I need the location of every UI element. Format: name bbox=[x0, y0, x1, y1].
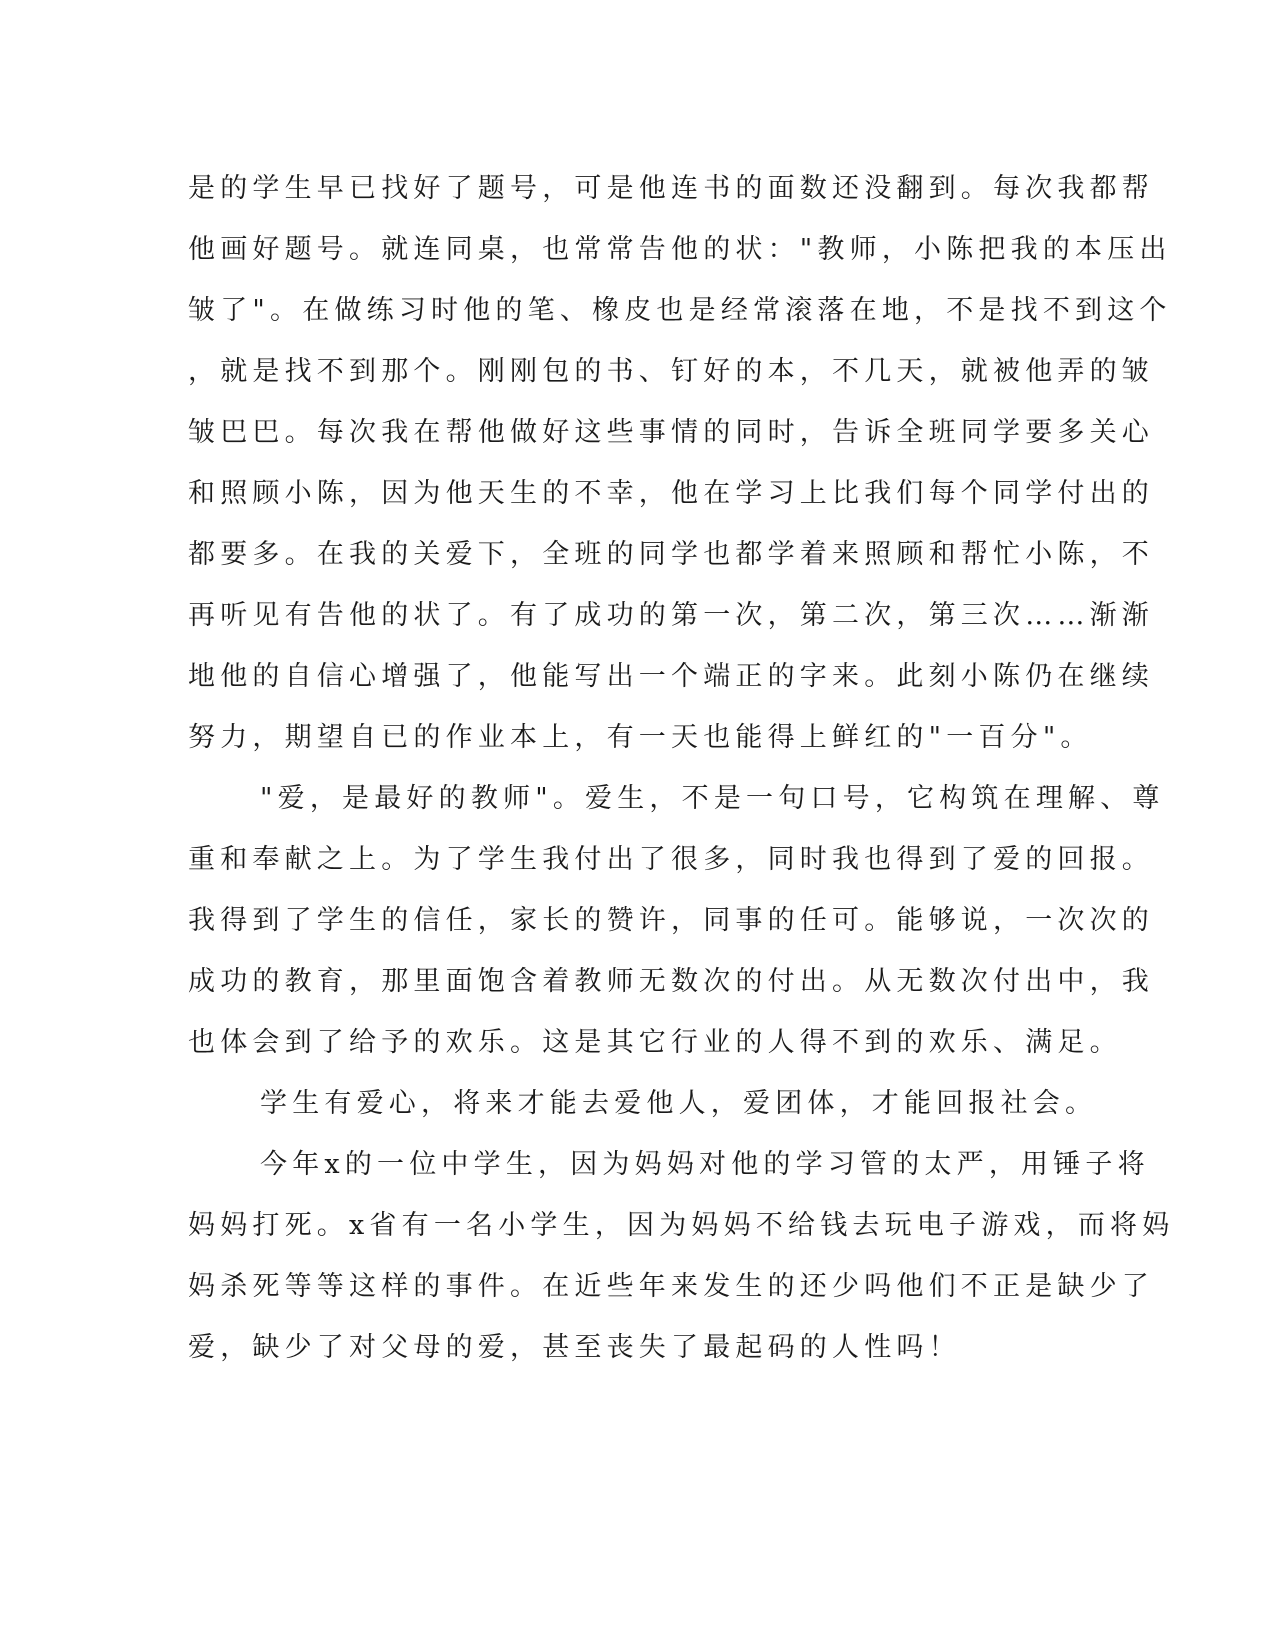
text-line: 地他的自信心增强了，他能写出一个端正的字来。此刻小陈仍在继续 bbox=[188, 661, 1154, 692]
text-line: 爱，缺少了对父母的爱，甚至丧失了最起码的人性吗！ bbox=[188, 1332, 961, 1363]
paragraph-start-line: 学生有爱心，将来才能去爱他人，爱团体，才能回报社会。 bbox=[260, 1088, 1098, 1119]
paragraph-start-line: 今年x的一位中学生，因为妈妈对他的学习管的太严，用锤子将 bbox=[260, 1149, 1150, 1180]
text-line: 再听见有告他的状了。有了成功的第一次，第二次，第三次……渐渐 bbox=[188, 600, 1154, 631]
paragraph-start-line: "爱，是最好的教师"。爱生，不是一句口号，它构筑在理解、尊 bbox=[260, 783, 1165, 814]
text-line: 妈杀死等等这样的事件。在近些年来发生的还少吗他们不正是缺少了 bbox=[188, 1271, 1154, 1302]
text-line: 和照顾小陈，因为他天生的不幸，他在学习上比我们每个同学付出的 bbox=[188, 478, 1154, 509]
text-line: 皱了"。在做练习时他的笔、橡皮也是经常滚落在地，不是找不到这个 bbox=[188, 295, 1172, 326]
text-line: 努力，期望自已的作业本上，有一天也能得上鲜红的"一百分"。 bbox=[188, 722, 1093, 753]
text-line: 成功的教育，那里面饱含着教师无数次的付出。从无数次付出中，我 bbox=[188, 966, 1154, 997]
text-line: 我得到了学生的信任，家长的赞许，同事的任可。能够说，一次次的 bbox=[188, 905, 1154, 936]
text-line: 重和奉献之上。为了学生我付出了很多，同时我也得到了爱的回报。 bbox=[188, 844, 1154, 875]
text-line: 是的学生早已找好了题号，可是他连书的面数还没翻到。每次我都帮 bbox=[188, 173, 1154, 204]
text-line: 皱巴巴。每次我在帮他做好这些事情的同时，告诉全班同学要多关心 bbox=[188, 417, 1154, 448]
text-line: ，就是找不到那个。刚刚包的书、钉好的本，不几天，就被他弄的皱 bbox=[188, 356, 1154, 387]
text-line: 妈妈打死。x省有一名小学生，因为妈妈不给钱去玩电子游戏，而将妈 bbox=[188, 1210, 1175, 1241]
body-text bbox=[188, 158, 1175, 1378]
text-line: 也体会到了给予的欢乐。这是其它行业的人得不到的欢乐、满足。 bbox=[188, 1027, 1122, 1058]
text-line: 都要多。在我的关爱下，全班的同学也都学着来照顾和帮忙小陈，不 bbox=[188, 539, 1154, 570]
text-line: 他画好题号。就连同桌，也常常告他的状："教师，小陈把我的本压出 bbox=[188, 234, 1172, 265]
